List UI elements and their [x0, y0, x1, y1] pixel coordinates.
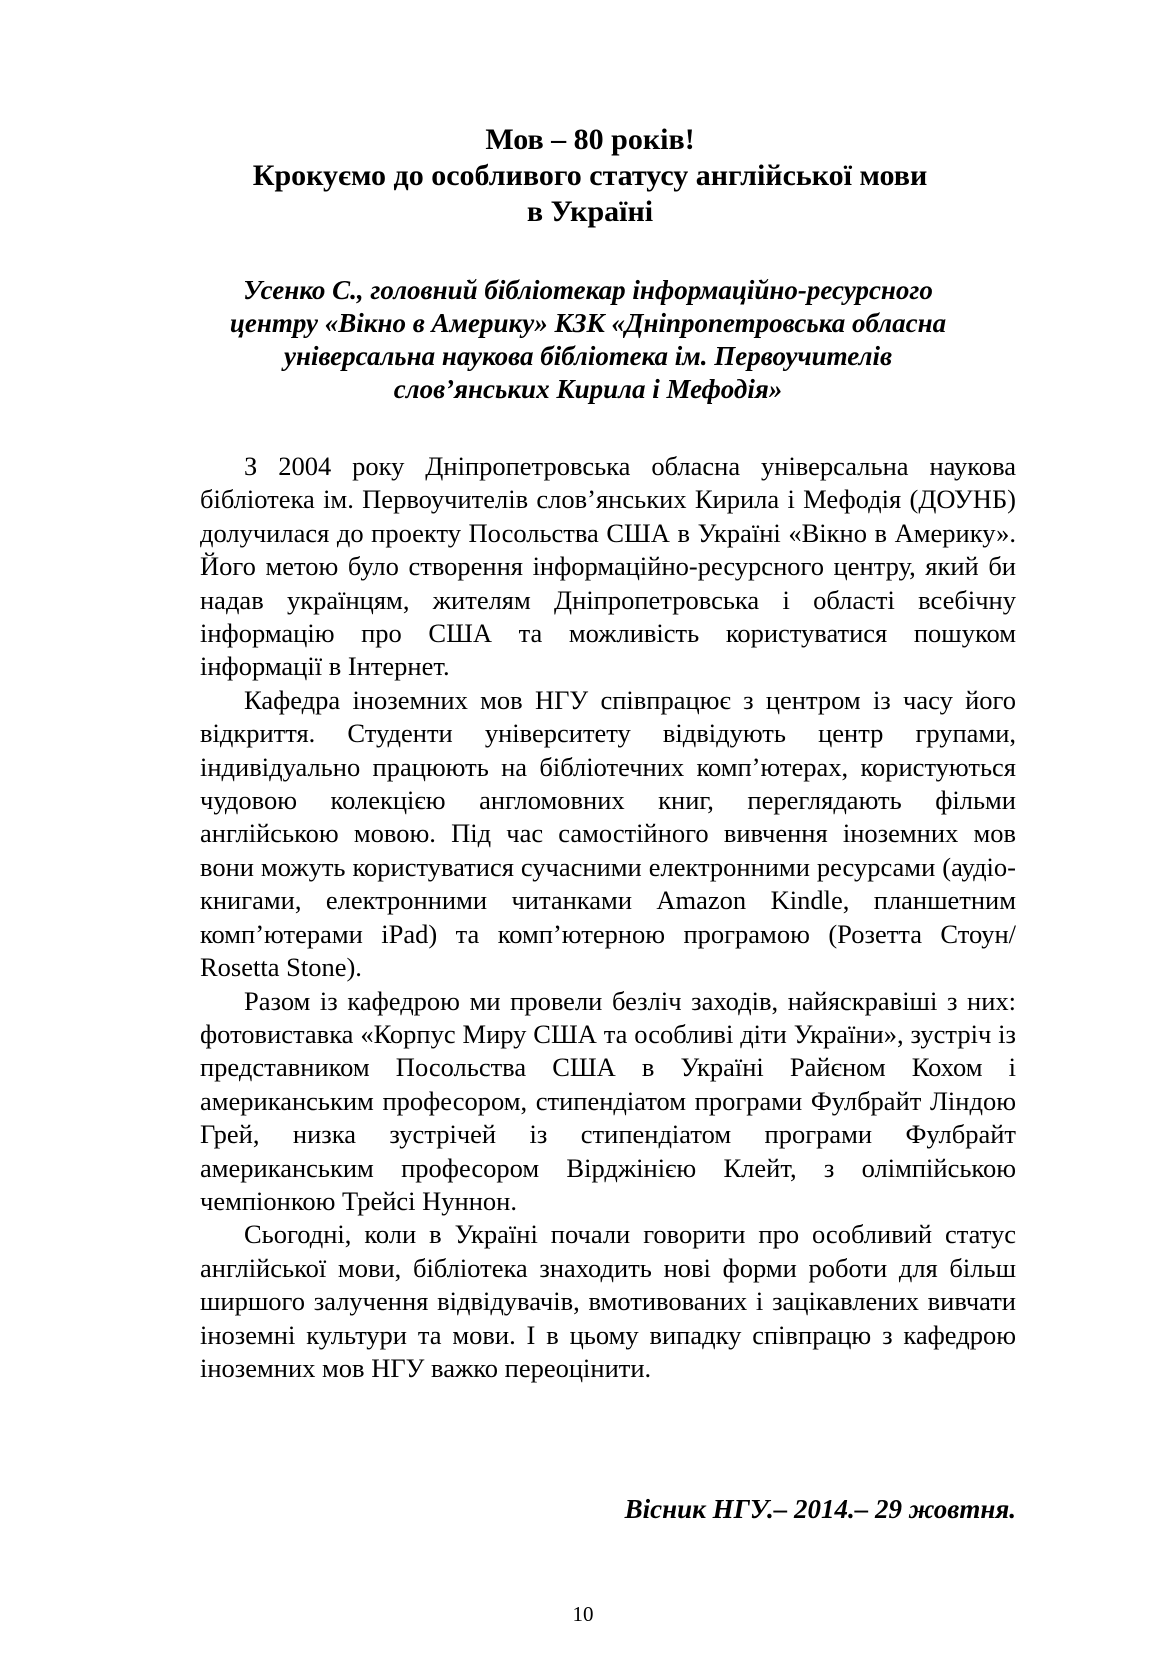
- body-paragraph: З 2004 року Дніпропетровська обласна універсальна наукова бібліотека ім. Первоучителів слов’янських Кирила і Мефодія (ДОУНБ) долучилася до проекту Посольства США в Україні «Вікно в Америку». Його метою було створення інформаційно-ресурсного центру, який би надав українцям, жителям Дніпропетровська і області всебічну інформацію про США та можливість користуватися пошуком інформації в Інтернет.: [200, 451, 1016, 682]
- author-line: універсальна наукова бібліотека ім. Первоучителів: [283, 341, 893, 371]
- body-paragraph: Сьогодні, коли в Україні почали говорити про особливий статус англійської мови, бібліотека знаходить нові форми роботи для більш ширшого залучення відвідувачів, вмотивованих і зацікавлених вивчати іноземні культури та мови. І в цьому випадку співпрацю з кафедрою іноземних мов НГУ важко переоцінити.: [200, 1219, 1016, 1383]
- title-line: в Україні: [526, 195, 654, 228]
- author-line: Усенко С., головний бібліотекар інформаційно-ресурсного: [243, 275, 933, 305]
- article-title: [180, 122, 1000, 230]
- article-body: [200, 450, 1016, 1385]
- page-number: 10: [572, 1602, 594, 1626]
- body-paragraph: Кафедра іноземних мов НГУ співпрацює з центром із часу його відкриття. Студенти університету відвідують центр групами, індивідуально працюють на бібліотечних комп’ютерах, користуються чудовою колекцією англомовних книг, переглядають фільми англійською мовою. Під час самостійного вивчення іноземних мов вони можуть користуватися сучасними електронними ресурсами (аудіо-книгами, електронними читанками Amazon Kindle, планшетним комп’ютерами iPad) та комп’ютерною програмою (Розетта Стоун/ Rosetta Stone).: [200, 684, 1016, 983]
- source-citation: Вісник НГУ.– 2014.– 29 жовтня.: [624, 1494, 1016, 1524]
- author-line: слов’янських Кирила і Мефодія»: [393, 374, 783, 404]
- title-line: Крокуємо до особливого статусу англійської мови: [252, 159, 928, 192]
- title-line: Мов – 80 років!: [485, 123, 695, 156]
- author-line: центру «Вікно в Америку» КЗК «Дніпропетровська обласна: [229, 308, 947, 338]
- body-paragraph: Разом із кафедрою ми провели безліч заходів, найяскравіші з них: фотовиставка «Корпус Миру США та особливі діти України», зустріч із представником Посольства США в Україні Райєном Кохом і американським професором, стипендіатом програми Фулбрайт Ліндою Грей, низка зустрічей із стипендіатом програми Фулбрайт американським професором Вірджінією Клейт, з олімпійською чемпіонкою Трейсі Нуннон.: [200, 985, 1016, 1216]
- author-byline: [170, 274, 1006, 406]
